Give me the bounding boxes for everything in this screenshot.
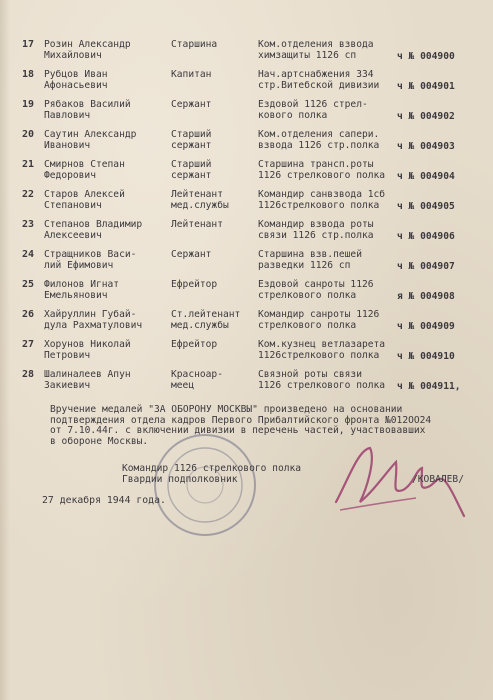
entry-name [44,249,162,271]
entry-number: 28 [22,369,35,380]
entry-unit-line: кового полка [258,110,328,121]
entry-rank [171,339,249,350]
award-entry-row [0,307,493,337]
entry-name-line: Смирнов Степан [44,159,125,170]
award-entry-row [0,367,493,397]
entry-name [44,279,162,301]
signatory-name: /КОВАЛЕВ/ [412,474,464,485]
medal-number: я № 004908 [397,291,455,302]
entry-number: 23 [22,219,35,230]
entry-name-line: лий Ефимович [44,260,114,271]
entry-name [44,339,162,361]
entry-unit-line: Командир взвода роты [258,219,374,230]
entry-unit-line: Нач.артснабжения 334 [258,69,374,80]
entry-rank-line: Ефрейтор [171,279,218,290]
entry-name-line: Шалиналеев Апун [44,369,131,380]
entry-number: 26 [22,309,35,320]
medal-number: ч № 004905 [397,201,455,212]
entry-number: 24 [22,249,35,260]
entry-rank [171,249,249,260]
entry-name-line: Старов Алексей [44,189,125,200]
entry-rank-line: Старший [171,129,212,140]
entry-rank-line: Лейтенант [171,189,223,200]
official-seal [150,430,260,540]
entry-name-line: Саутин Александр [44,129,137,140]
entry-rank-line: Ефрейтор [171,339,218,350]
medal-number: ч № 004902 [397,111,455,122]
entry-name-line: Рубцов Иван [44,69,108,80]
entry-unit-line: 1126 стрелкового полка [258,380,386,391]
medal-number: ч № 004903 [397,141,455,152]
entry-name-line: Емельянович [44,290,108,301]
entry-unit-line: стрелкового полка [258,290,357,301]
entry-unit-line: Ездовой 1126 стрел- [258,99,368,110]
award-entry-row [0,277,493,307]
entry-name-line: Степанов Владимир [44,219,143,230]
statement-line: подтверждения отдела кадров Первого Прибалтийского фронта №012ОО24 [50,414,432,426]
entry-name-line: Петрович [44,350,91,361]
entry-number: 27 [22,339,35,350]
entry-rank [171,189,249,211]
entry-name [44,129,162,151]
entry-unit-line: Старшина взв.пешей [258,249,362,260]
medal-number: ч № 004911, [397,381,461,392]
entry-rank [171,99,249,110]
award-entry-row [0,157,493,187]
entry-rank-line: сержант [171,170,212,181]
medal-number: ч № 004906 [397,231,455,242]
entry-name [44,99,162,121]
entry-name-line: Филонов Игнат [44,279,120,290]
entry-rank [171,279,249,290]
medal-number: ч № 004900 [397,51,455,62]
award-entry-row [0,97,493,127]
entry-rank [171,69,249,80]
entry-rank [171,219,249,230]
entry-number: 20 [22,129,35,140]
entry-number: 21 [22,159,35,170]
entry-unit-line: Ком.отделения сапери. [258,129,380,140]
entry-name-line: Михайлович [44,50,102,61]
entry-rank-line: Старшина [171,39,218,50]
entry-name-line: Федорович [44,170,96,181]
entry-name-line: Алексеевич [44,230,102,241]
entry-name [44,309,162,331]
entry-unit-line: стр.Витебской дивизии [258,80,380,91]
entry-name-line: Хайруллин Губай- [44,309,137,320]
entry-rank [171,369,249,391]
entry-unit-line: стрелкового полка [258,320,357,331]
entry-rank-line: сержант [171,140,212,151]
medal-number: ч № 004907 [397,261,455,272]
medal-number: ч № 004904 [397,171,455,182]
entry-unit-line: Ездовой санроты 1126 [258,279,374,290]
entry-unit-line: связи 1126 стр.полка [258,230,374,241]
entry-rank-line: Лейтенант [171,219,223,230]
entry-rank-line: Красноар- [171,369,223,380]
entry-number: 18 [22,69,35,80]
award-entry-row [0,217,493,247]
medal-number: ч № 004910 [397,351,455,362]
signatory-title: Командир 1126 стрелкового полка [122,463,302,474]
award-entry-row [0,247,493,277]
signatory-block [122,463,301,485]
entry-unit-line: 1126 стрелкового полка [258,170,386,181]
entry-unit-line: химзащиты 1126 сп [258,50,357,61]
entry-name-line: Степанович [44,200,102,211]
entry-unit-line: разведки 1126 сп [258,260,351,271]
award-entry-row [0,67,493,97]
entry-rank [171,129,249,151]
entry-unit-line: взвода 1126 стр.полка [258,140,380,151]
statement-line: от 7.10.44г. с включении дивизии в перечень частей, участвовавших [50,425,426,437]
entry-name [44,159,162,181]
entry-unit-line: Связной роты связи [258,369,362,380]
entry-name-line: Рябаков Василий [44,99,131,110]
entry-rank-line: Сержант [171,99,212,110]
entry-rank-line: Ст.лейтенант [171,309,241,320]
entry-unit-line: Ком.кузнец ветлазарета [258,339,386,350]
entry-name [44,219,162,241]
entry-rank-line: Сержант [171,249,212,260]
document-date: 27 декабря 1944 года. [42,495,166,506]
entry-rank-line: меец [171,380,195,391]
entry-rank-line: Капитан [171,69,212,80]
entry-rank [171,39,249,50]
award-entry-row [0,37,493,67]
statement-line: Вручение медалей "ЗА ОБОРОНУ МОСКВЫ" произведено на основании [50,404,403,415]
entry-unit-line: 1126стрелкового полка [258,200,380,211]
entry-name-line: Афонасьевич [44,80,108,91]
medal-number: ч № 004901 [397,81,455,92]
entry-number: 25 [22,279,35,290]
entry-name-line: дула Рахматулович [44,320,143,331]
entry-name-line: Розин Александр [44,39,131,50]
entry-number: 19 [22,99,35,110]
entry-rank-line: мед.службы [171,200,229,211]
entry-name [44,69,162,91]
entry-unit-line: Ком.отделения взвода [258,39,374,50]
award-entry-row [0,187,493,217]
entry-name [44,189,162,211]
entry-rank [171,309,249,331]
award-entry-row [0,337,493,367]
signatory-rank: Гвардии подполковник [122,474,238,485]
entry-name-line: Павлович [44,110,91,121]
entry-rank-line: мед.службы [171,320,229,331]
entry-rank-line: Старший [171,159,212,170]
entry-name [44,369,162,391]
entry-name-line: Хорунов Николай [44,339,131,350]
entry-unit-line: 1126стрелкового полка [258,350,380,361]
entry-name-line: Иванович [44,140,91,151]
award-entry-row [0,127,493,157]
entry-name [44,39,162,61]
entry-unit-line: Командир санроты 1126 [258,309,380,320]
entries-list [0,37,493,397]
entry-name-line: Стращников Васи- [44,249,137,260]
entry-number: 22 [22,189,35,200]
entry-number: 17 [22,39,35,50]
entry-rank [171,159,249,181]
statement-line: в обороне Москвы. [50,435,149,447]
entry-name-line: Закиевич [44,380,91,391]
entry-unit-line: Старшина трансп.роты [258,159,374,170]
medal-number: ч № 004909 [397,321,455,332]
entry-unit-line: Командир санвзвода 1сб [258,189,386,200]
